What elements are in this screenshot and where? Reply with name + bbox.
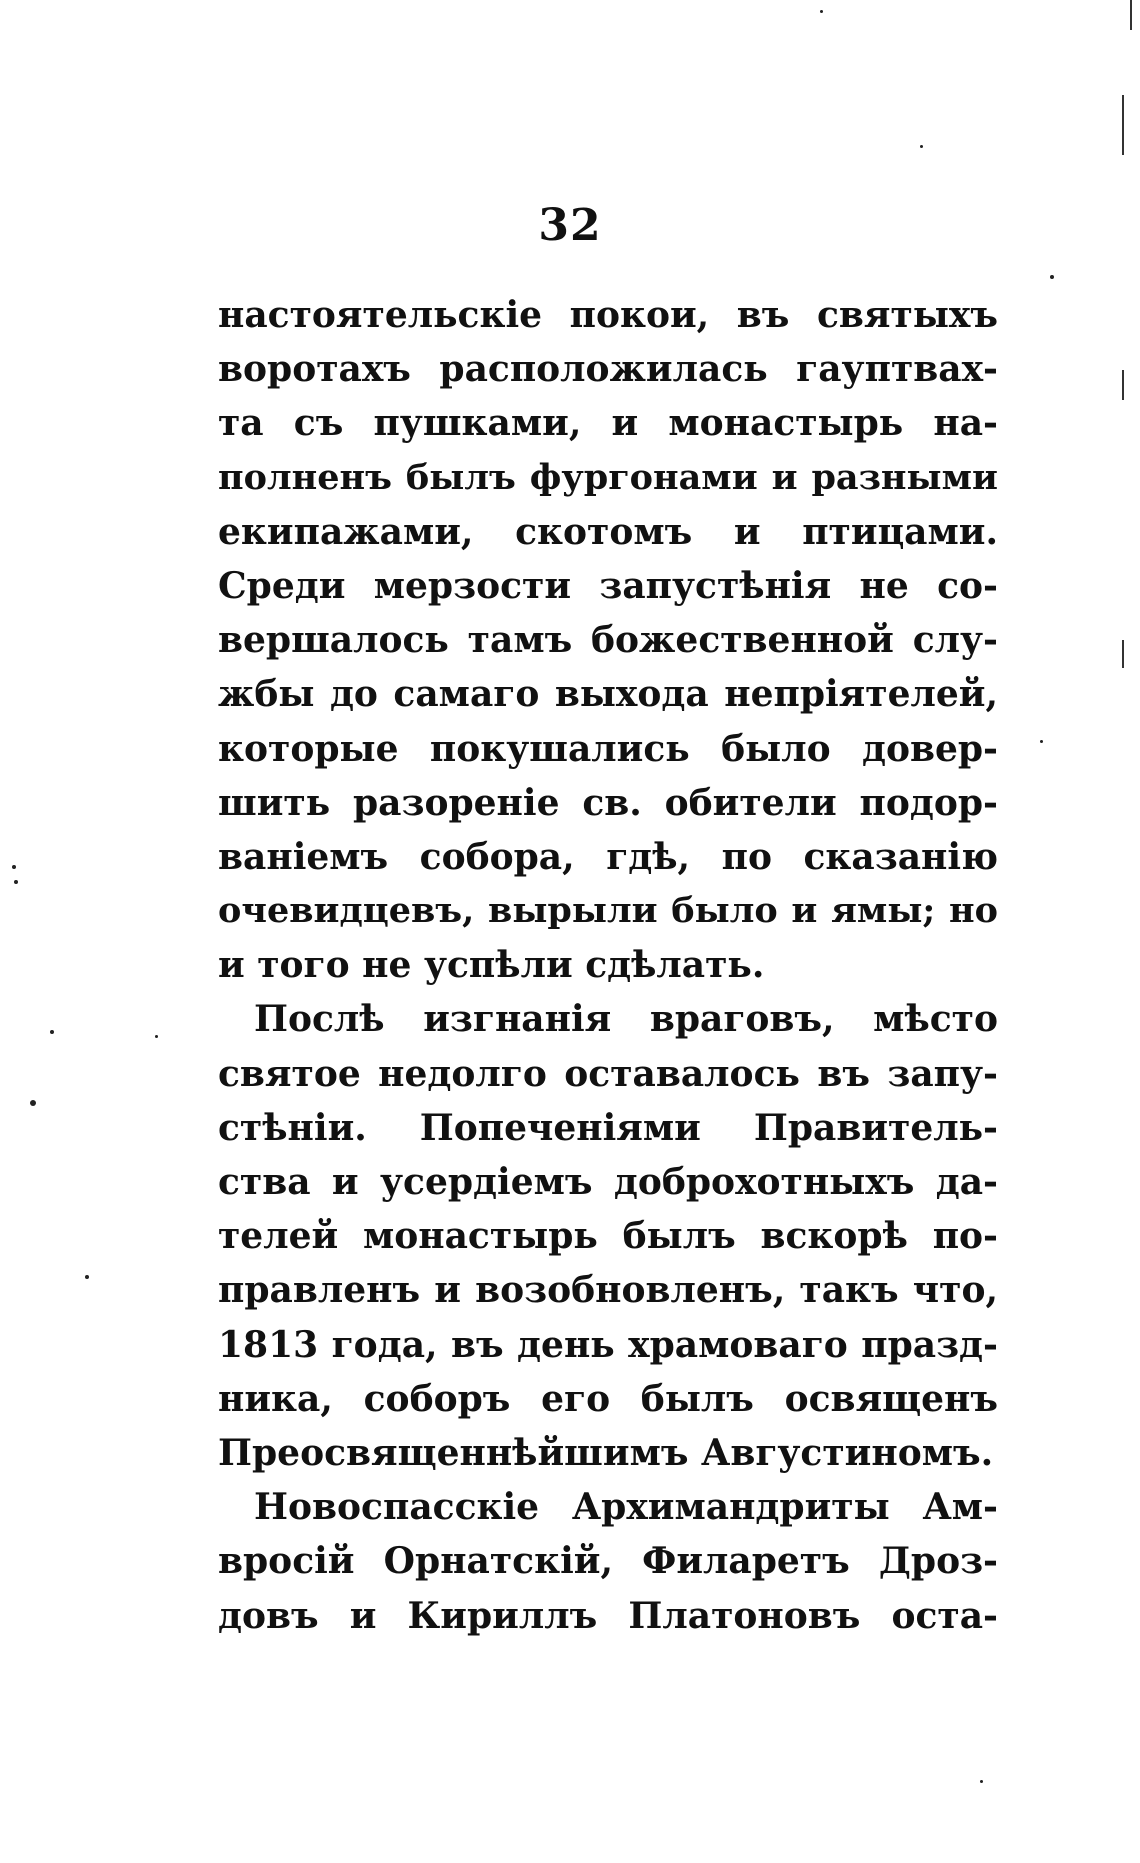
text-line: воротахъ расположилась гауптвах-: [218, 348, 998, 391]
scan-speck: [14, 880, 18, 884]
scan-speck: [50, 1030, 54, 1034]
paragraph-3: [218, 1480, 998, 1643]
text-line: екипажами, скотомъ и птицами.: [218, 510, 998, 553]
scan-speck: [155, 1035, 158, 1038]
text-line: настоятельскіе покои, въ святыхъ: [218, 294, 998, 336]
scan-speck: [980, 1780, 983, 1783]
text-line: стѣніи. Попеченіями Правитель-: [218, 1106, 998, 1149]
text-line: ства и усердіемъ доброхотныхъ да-: [218, 1161, 998, 1203]
text-line: которые покушались было довер-: [218, 727, 998, 770]
text-line: шить разореніе св. обители подор-: [218, 781, 998, 824]
paragraph-1: [218, 288, 998, 992]
text-line: ника, соборъ его былъ освященъ: [218, 1377, 998, 1420]
text-line: полненъ былъ фургонами и разными: [218, 456, 998, 498]
scan-edge-mark: [1122, 370, 1124, 400]
page-number: 32: [538, 200, 602, 251]
text-line: вросій Орнатскій, Филаретъ Дроз-: [218, 1540, 998, 1583]
text-line: та съ пушками, и монастырь на-: [218, 402, 998, 445]
text-line: правленъ и возобновленъ, такъ что,: [218, 1269, 998, 1312]
scan-speck: [85, 1275, 89, 1279]
scan-edge-mark: [1122, 640, 1124, 668]
scan-speck: [1040, 740, 1043, 743]
text-line: Новоспасскіе Архимандриты Ам-: [254, 1486, 998, 1529]
text-line: Преосвященнѣйшимъ Августиномъ.: [218, 1431, 994, 1474]
scan-speck: [920, 145, 923, 148]
text-line: довъ и Кириллъ Платоновъ оста-: [218, 1594, 998, 1637]
scan-speck: [820, 10, 823, 13]
paragraph-2: [218, 992, 998, 1480]
text-line: телей монастырь былъ вскорѣ по-: [218, 1215, 998, 1258]
scan-edge-mark: [1130, 0, 1132, 30]
text-line: жбы до самаго выхода непріятелей,: [218, 673, 998, 716]
text-line: святое недолго оставалось въ запу-: [218, 1052, 998, 1095]
text-line: и того не успѣли сдѣлать.: [218, 944, 765, 987]
text-line: вершалось тамъ божественной слу-: [218, 619, 998, 662]
scan-edge-mark: [1122, 95, 1124, 155]
body-text: [218, 288, 998, 1643]
scan-speck: [12, 865, 16, 869]
scan-speck: [30, 1100, 36, 1106]
text-line: Среди мерзости запустѣнія не со-: [218, 564, 998, 607]
text-line: 1813 года, въ день храмоваго празд-: [218, 1323, 998, 1366]
scan-speck: [1050, 275, 1054, 279]
text-line: ваніемъ собора, гдѣ, по сказанію: [218, 835, 998, 878]
text-line: Послѣ изгнанія враговъ, мѣсто: [254, 998, 998, 1041]
text-line: очевидцевъ, вырыли было и ямы; но: [218, 890, 998, 932]
